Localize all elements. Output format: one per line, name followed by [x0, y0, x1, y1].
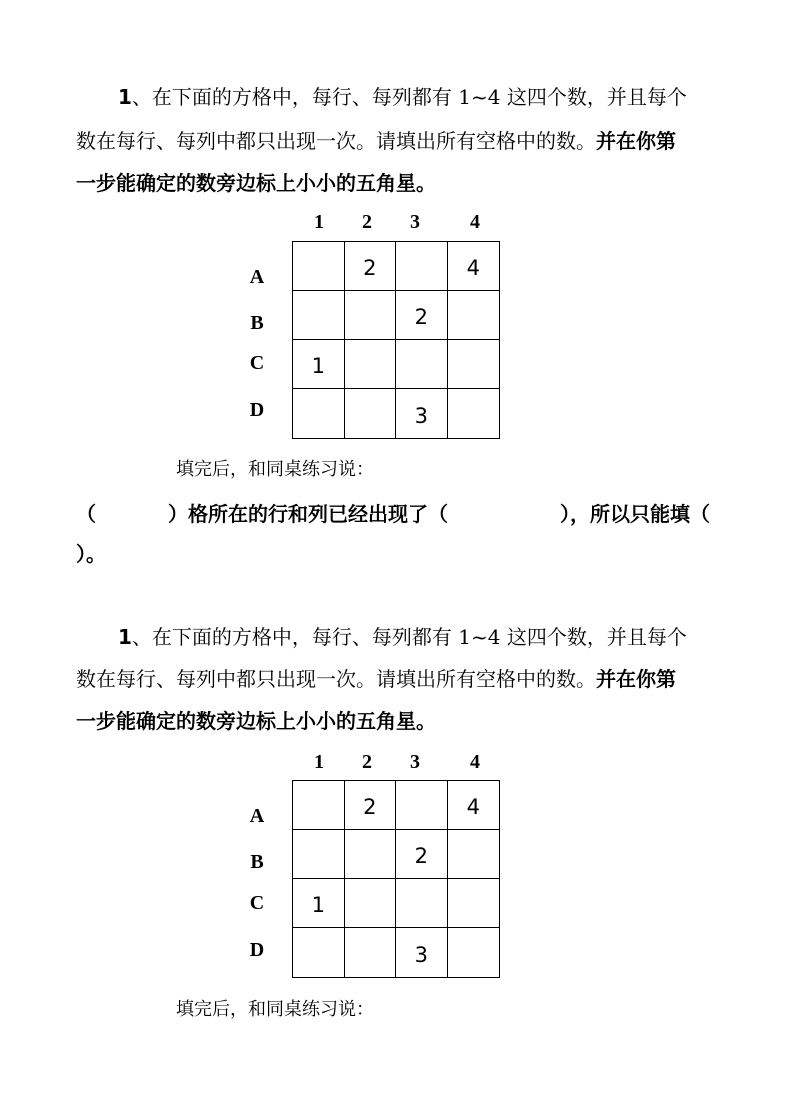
grid-cell[interactable] [448, 389, 500, 438]
grid-cell[interactable] [396, 781, 448, 830]
grid-cell[interactable]: 3 [396, 928, 448, 977]
row-header-a: A [249, 805, 265, 827]
sudoku-grid [292, 241, 500, 439]
intro-bold-2: 并在你第 [596, 667, 676, 691]
intro-text-2: 数在每行、每列中都只出现一次。请填出所有空格中的数。 [76, 667, 596, 691]
row-header-b: B [250, 312, 264, 334]
grid-cell[interactable]: 2 [396, 830, 448, 879]
intro-line-3: 一步能确定的数旁边标上小小的五角星。 [76, 171, 436, 195]
grid-cell[interactable]: 2 [345, 242, 397, 291]
grid-cell[interactable] [293, 781, 345, 830]
grid-cell[interactable] [293, 830, 345, 879]
grid-cell[interactable] [448, 291, 500, 340]
grid-cell[interactable]: 4 [448, 781, 500, 830]
grid-cell[interactable] [396, 242, 448, 291]
col-header-1: 1 [314, 751, 324, 773]
intro-text-2: 数在每行、每列中都只出现一次。请填出所有空格中的数。 [76, 129, 596, 153]
intro-text: 、在下面的方格中，每行、每列都有 1~4 这四个数，并且每个 [131, 625, 687, 649]
grid-cell[interactable]: 2 [345, 781, 397, 830]
row-header-c: C [249, 892, 265, 914]
grid-cell[interactable] [345, 340, 397, 389]
grid-cell[interactable] [396, 879, 448, 928]
grid-cell[interactable] [293, 291, 345, 340]
row-header-a: A [249, 266, 265, 288]
col-header-3: 3 [410, 751, 420, 773]
row-header-d: D [249, 939, 265, 961]
row-header-b: B [250, 851, 264, 873]
row-header-c: C [249, 352, 265, 374]
fill-text-2: ），所以只能填（ [560, 502, 710, 526]
row-header-d: D [249, 399, 265, 421]
fill-text-3: ）。 [76, 542, 106, 566]
intro-line-1 [118, 84, 687, 110]
grid-cell[interactable]: 1 [293, 879, 345, 928]
grid-cell[interactable] [293, 389, 345, 438]
col-header-4: 4 [470, 211, 480, 233]
grid-cell[interactable] [396, 340, 448, 389]
fill-paren-open: （ [76, 502, 96, 526]
discuss-prompt: 填完后，和同桌练习说： [176, 999, 374, 1020]
fill-text-1: ）格所在的行和列已经出现了（ [168, 502, 448, 526]
grid-cell[interactable] [345, 928, 397, 977]
grid-cell[interactable] [345, 879, 397, 928]
grid-cell[interactable] [345, 291, 397, 340]
exercise-section-2 [0, 540, 792, 1080]
grid-cell[interactable] [448, 928, 500, 977]
col-header-1: 1 [314, 211, 324, 233]
intro-bold-2: 并在你第 [596, 129, 676, 153]
grid-cell[interactable]: 2 [396, 291, 448, 340]
grid-cell[interactable] [293, 928, 345, 977]
grid-cell[interactable] [345, 830, 397, 879]
question-number: 1 [118, 85, 132, 109]
discuss-prompt: 填完后，和同桌练习说： [176, 459, 374, 480]
col-header-2: 2 [362, 751, 372, 773]
grid-cell[interactable]: 4 [448, 242, 500, 291]
intro-text: 、在下面的方格中，每行、每列都有 1~4 这四个数，并且每个 [131, 85, 687, 109]
intro-line-2 [76, 128, 676, 154]
grid-cell[interactable] [345, 389, 397, 438]
intro-line-2 [76, 666, 676, 692]
question-number: 1 [118, 625, 132, 649]
grid-cell[interactable] [448, 879, 500, 928]
sudoku-grid [292, 780, 500, 978]
grid-cell[interactable] [448, 340, 500, 389]
col-header-2: 2 [362, 211, 372, 233]
grid-cell[interactable] [448, 830, 500, 879]
col-header-3: 3 [410, 211, 420, 233]
intro-line-3: 一步能确定的数旁边标上小小的五角星。 [76, 709, 436, 733]
grid-cell[interactable]: 3 [396, 389, 448, 438]
grid-cell[interactable]: 1 [293, 340, 345, 389]
grid-cell[interactable] [293, 242, 345, 291]
intro-line-1 [118, 624, 687, 650]
col-header-4: 4 [470, 751, 480, 773]
